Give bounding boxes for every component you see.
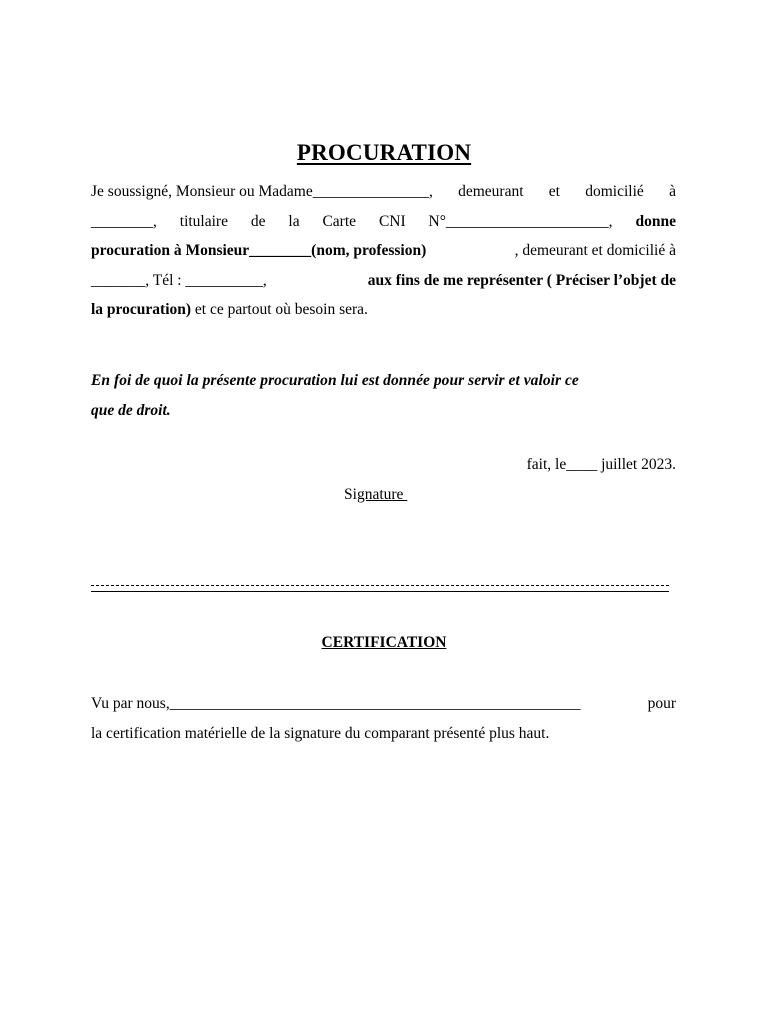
text-segment: Carte xyxy=(322,212,357,230)
section-divider xyxy=(91,584,669,596)
signature-prefix: Si xyxy=(344,486,357,503)
date-line: fait, le____ juillet 2023. xyxy=(526,456,676,473)
paragraph-line-1 xyxy=(91,177,676,207)
text-segment: _______, Tél : __________, xyxy=(91,271,267,289)
paragraph-line-2 xyxy=(91,207,676,237)
dashed-rule xyxy=(91,585,669,586)
text-segment: N°_____________________, xyxy=(428,212,613,230)
text-segment: de xyxy=(250,212,266,230)
certification-title: CERTIFICATION xyxy=(321,634,447,651)
blank-field: _____________________________________________________ xyxy=(169,695,581,712)
text-segment: et ce partout où besoin sera. xyxy=(191,301,368,318)
text-segment: Je soussigné, Monsieur ou Madame_______________, xyxy=(91,183,433,200)
text-segment: domicilié xyxy=(585,183,644,200)
closing-line-2: que de droit. xyxy=(91,401,171,419)
certification-line-1 xyxy=(91,689,676,719)
text-segment: demeurant xyxy=(458,183,524,200)
text-segment: pour xyxy=(647,695,676,712)
text-segment: titulaire xyxy=(179,212,228,230)
text-segment-bold: la procuration) xyxy=(91,301,192,318)
signature-underlined: gnature xyxy=(356,486,408,503)
certification-paragraph xyxy=(91,689,676,748)
text-segment xyxy=(91,689,580,719)
paragraph-line-3 xyxy=(91,236,676,266)
text-segment: la xyxy=(288,212,300,230)
signature-label xyxy=(344,486,407,504)
text-segment: à xyxy=(669,183,676,200)
text-segment-bold: donne xyxy=(635,212,676,230)
text-segment-bold: procuration à Monsieur________(nom, profession) xyxy=(91,242,427,259)
certification-line-2: la certification matérielle de la signature du comparant présenté plus haut. xyxy=(91,724,550,742)
closing-line-1: En foi de quoi la présente procuration lui est donnée pour servir et valoir ce xyxy=(91,372,579,389)
procuration-paragraph xyxy=(91,177,676,325)
text-segment: CNI xyxy=(378,212,406,230)
text-segment: , demeurant et domicilié à xyxy=(514,242,676,259)
closing-statement xyxy=(91,366,676,425)
paragraph-line-4 xyxy=(91,266,676,296)
text-segment: et xyxy=(548,183,560,200)
solid-rule xyxy=(91,591,669,592)
text-segment: ________, xyxy=(91,212,157,230)
document-title: PROCURATION xyxy=(296,140,472,165)
text-segment: Vu par nous, xyxy=(91,695,170,712)
paragraph-line-5 xyxy=(91,295,676,325)
text-segment-bold: aux fins de me représenter ( Préciser l’objet de xyxy=(367,271,676,289)
